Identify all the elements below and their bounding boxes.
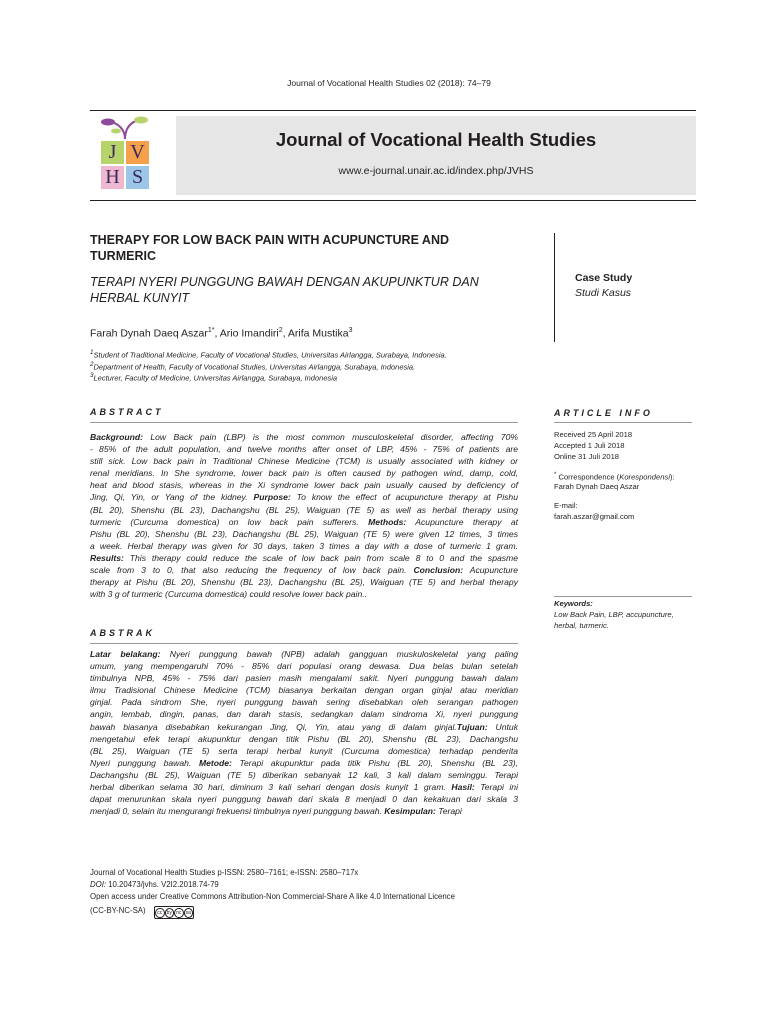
correspondence-text-end: ): (669, 472, 675, 482)
article-title-en: THERAPY FOR LOW BACK PAIN WITH ACUPUNCTURE AND TURMERIC (90, 233, 450, 263)
title-divider (554, 233, 555, 342)
keywords-rule (554, 596, 692, 597)
body-text-run: Nyeri punggung bawah (NPB) adalah gangguan muskuloskeletal yang paling (160, 649, 518, 659)
body-line (90, 684, 518, 696)
affiliation-sup: 1 (90, 349, 94, 356)
body-text-run: therapy at Pishu (BL 20), Shenshu (BL 23), Dachangshu (BL 25), Waiguan (TE 5) and herbal therapy (90, 577, 518, 588)
affiliation-sup: 2 (90, 361, 94, 368)
logo-letter-j: J (101, 141, 124, 164)
body-line (90, 564, 518, 576)
correspondence-text: Correspondence ( (556, 472, 620, 482)
doi-label: DOI: (90, 880, 107, 889)
cc-icon: cc (155, 908, 165, 918)
article-type-id: Studi Kasus (575, 287, 632, 299)
body-line (90, 504, 518, 516)
doi-value[interactable]: 10.20473/jvhs. V2I2.2018.74-79 (106, 880, 219, 889)
body-line (90, 793, 518, 805)
accepted-date: Accepted 1 Juli 2018 (554, 441, 625, 450)
body-text-run: timbulnya NPB, 45% - 75% dari pasien masih mengalami sakit. Nyeri punggung bawah dalam (90, 673, 518, 684)
body-text-run: menjadi 0, selain itu mengurangi frekuensi timbulnya nyeri punggung bawah. (90, 806, 385, 817)
body-text-run: - 85% of the adult population, and twelve months after onset of LBP, 45% - 75% of patients are (90, 444, 518, 455)
body-line (90, 708, 518, 720)
body-text-run: To know the effect of acupuncture therapy at Pishu (290, 492, 518, 503)
affiliation (90, 372, 337, 383)
by-icon: by (165, 908, 175, 918)
affiliation-text: Lecturer, Faculty of Medicine, Universitas Airlangga, Surabaya, Indonesia (93, 373, 338, 383)
body-line (90, 552, 518, 564)
abstrak-body (90, 648, 518, 817)
body-line (90, 455, 518, 467)
abstract-heading: ABSTRACT (90, 407, 164, 417)
correspondence-mark: * (554, 472, 557, 478)
article-type: Case Study (575, 272, 633, 284)
logo-letter-v: V (126, 141, 149, 164)
body-line (90, 491, 518, 503)
body-line (90, 588, 518, 600)
body-text-run: Dachangshu (BL 25), Waiguan (TE 5) diberikan sebanyak 12 kali, 3 kali dalam seminggu. Terapi (90, 769, 518, 780)
body-text-run: turmeric (Curcuma domestica) on low back pain sufferers. (90, 516, 369, 527)
abstrak-rule (90, 643, 518, 644)
journal-title: Journal of Vocational Health Studies (275, 129, 597, 150)
body-text-run: Jing, Qi, Yin, or Yang of the kidney. (90, 492, 254, 503)
body-text-run: herbal diberikan selama 30 hari, diminum 3 kali sehari dengan dosis kunyit 1 gram. (90, 782, 452, 793)
body-line (90, 805, 518, 817)
body-line (90, 528, 518, 540)
email-label: E-mail: (554, 501, 578, 510)
body-text-run: (BL 20), Shenshu (BL 23), Dachangshu (BL 25), Waiguan (TE 5) as well as herbal therapy using (90, 504, 518, 515)
correspondence-name: Farah Dynah Daeq Aszar (554, 482, 640, 491)
article-title-id: TERAPI NYERI PUNGGUNG BAWAH DENGAN AKUPUNKTUR DAN HERBAL KUNYIT (90, 275, 479, 305)
body-text-run: Acupuncture (463, 565, 519, 576)
body-text-run: with 3 g of turmeric (Curcuma domestica) could resolve lower back pain.. (90, 589, 368, 600)
body-line (90, 672, 518, 684)
body-text-run: dapat menurunkan skala nyeri punggung bawah dari skala 8 menjadi 0 dan kekakuan dari skala 3 (90, 794, 518, 805)
body-text-run: Terapi (435, 806, 462, 817)
body-text-run: ilmu Tradisional Chinese Medicine (TCM) biasanya berkaitan dengan organ ginjal atau meridian (90, 685, 518, 696)
section-label: Metode: (198, 757, 232, 768)
received-date: Received 25 April 2018 (554, 430, 633, 439)
section-label: Tujuan: (456, 721, 488, 732)
abstract-rule (90, 422, 518, 423)
article-info-heading: ARTICLE INFO (554, 408, 653, 418)
author-name: Arifa Mustika (287, 327, 349, 340)
body-text-run: Terapi akupunktur pada titik Pishu (BL 20), Shenshu (BL 23), (231, 757, 518, 768)
body-line (90, 516, 518, 528)
section-label: Methods: (368, 516, 407, 527)
author-sup: 3 (348, 327, 353, 334)
body-text-run: Low Back pain (LBP) is the most common musculoskeletal disorder, affecting 70% (143, 432, 518, 442)
body-text-run: mengetahui efek terapi akupunktur dengan titik Pishu (BL 20), Shenshu (BL 23), Dachangshu (90, 733, 518, 744)
body-line (90, 757, 518, 769)
keywords-line: herbal, turmeric. (554, 621, 609, 630)
affiliation-sup: 3 (90, 372, 94, 379)
body-line (90, 467, 518, 479)
body-text-run: Terapi ini (474, 782, 518, 793)
journal-banner (176, 116, 696, 195)
footer-issn: Journal of Vocational Health Studies p-ISSN: 2580–7161; e-ISSN: 2580–717x (90, 868, 359, 877)
section-label: Results: (90, 552, 124, 563)
abstrak-heading: ABSTRAK (90, 628, 155, 638)
sa-icon: sa (184, 908, 194, 918)
section-label: Latar belakang: (90, 649, 161, 659)
journal-url[interactable]: www.e-journal.unair.ac.id/index.php/JVHS (338, 165, 534, 177)
body-line (90, 696, 518, 708)
footer-license-short: (CC-BY-NC-SA) (90, 906, 146, 915)
body-text-run: ginjal. Pada sindrom She, nyeri punggung bawah sering disebabkan oleh serangan pathogen (90, 697, 518, 708)
body-line (90, 540, 518, 552)
section-label: Purpose: (253, 492, 291, 503)
section-label: Conclusion: (413, 565, 464, 576)
body-text-run: bawah biasanya disebabkan kekurangan Jing, Qi, Yin, atau yang di dalam ginjal. (90, 721, 457, 732)
correspondence-text-id: Korespondensi (619, 472, 670, 482)
body-line (90, 648, 518, 660)
affiliation-text: Department of Health, Faculty of Vocational Studies, Universitas Airlangga, Surabaya, Indonesia. (93, 362, 416, 372)
body-line (90, 479, 518, 491)
body-text-run: (BL 25), Waiguan (TE 5) serta terapi herbal kunyit (Curcuma domestica) terhadap penderita (90, 745, 518, 756)
author-list: Farah Dynah Daeq Aszar$^{1*}$, Ario Imandiri$^2$, Arifa Mustika$^3$ (90, 327, 353, 340)
affiliation (90, 361, 415, 372)
body-text-run: Nyeri punggung bawah. (90, 757, 199, 768)
body-text-run: scale from 3 to 0, that also reducing the frequency of low back pain. (90, 565, 414, 576)
author-name: Farah Dynah Daeq Aszar (90, 327, 208, 340)
logo-letter-s: S (126, 166, 149, 189)
article-info-rule (554, 422, 692, 423)
author-sup: 1* (207, 327, 215, 334)
section-label: Kesimpulan: (384, 806, 436, 817)
keywords-label: Keywords: (554, 599, 593, 608)
footer-doi (90, 879, 219, 891)
body-text-run: umum, yang mempengaruhi 70% - 85% dari populasi orang dewasa. Dua belas bulan setelah (90, 661, 518, 672)
keywords-line: Low Back Pain, LBP, accupuncture, (554, 610, 674, 619)
body-text-run: renal meridians. In She syndrome, lower back pain is often caused by pathogen wind, damp, cold, (90, 468, 518, 479)
online-date: Online 31 Juli 2018 (554, 452, 620, 461)
logo-letter-h: H (101, 166, 124, 189)
body-text-run: a week. Herbal therapy was given for 30 days, taken 3 times a day with a dose of turmeric 1 gram. (90, 540, 518, 551)
body-line (90, 576, 518, 588)
abstract-body (90, 431, 518, 600)
nc-icon: nc (174, 908, 184, 918)
section-label: Background: (90, 432, 143, 442)
author-sup: 2 (278, 327, 283, 334)
footer-license: Open access under Creative Commons Attribution-Non Commercial-Share A like 4.0 International Licence (90, 892, 455, 901)
body-text-run: Untuk (487, 721, 518, 732)
author-name: Ario Imandiri (219, 327, 279, 340)
section-label: Hasil: (451, 782, 475, 793)
body-line (90, 660, 518, 672)
body-text-run: This therapy could reduce the scale of low back pain from scale 8 to 0 and the spasme (123, 552, 518, 563)
header-bottom-rule (90, 200, 696, 201)
body-line (90, 721, 518, 733)
body-line (90, 733, 518, 745)
body-text-run: angin, lembab, dingin, panas, dan darah stasis, sedangkan dalam sindroma Xi, nyeri punggung (90, 709, 518, 720)
journal-logo (96, 115, 154, 193)
body-text-run: Acupuncture therapy at (406, 516, 519, 527)
body-line (90, 769, 518, 781)
logo-plant-icon (96, 115, 154, 139)
body-text-run: still sick. Low back pain in Traditional Chinese Medicine (TCM) is usually associated with kidney or (90, 456, 518, 467)
running-head: Journal of Vocational Health Studies 02 (2018): 74–79 (287, 78, 491, 88)
body-text-run: Pishu (BL 20), Shenshu (BL 23), Dachangshu (BL 25), Waiguan (TE 5) were given 12 times, 3 times (90, 528, 518, 539)
body-line (90, 443, 518, 455)
cc-license-badge[interactable] (154, 906, 194, 919)
affiliation (90, 349, 447, 360)
body-line (90, 431, 518, 443)
affiliation-text: Student of Traditional Medicine, Faculty of Vocational Studies, Universitas Airlangga, Surabaya, Indonesia. (93, 350, 447, 360)
body-line (90, 745, 518, 757)
body-text-run: heat and blood stasis, whereas in the Xi syndrome lower back pain usually caused by deficiency of (90, 480, 518, 491)
header-top-rule (90, 110, 696, 111)
body-line (90, 781, 518, 793)
email-link[interactable]: farah.aszar@gmail.com (554, 512, 635, 521)
